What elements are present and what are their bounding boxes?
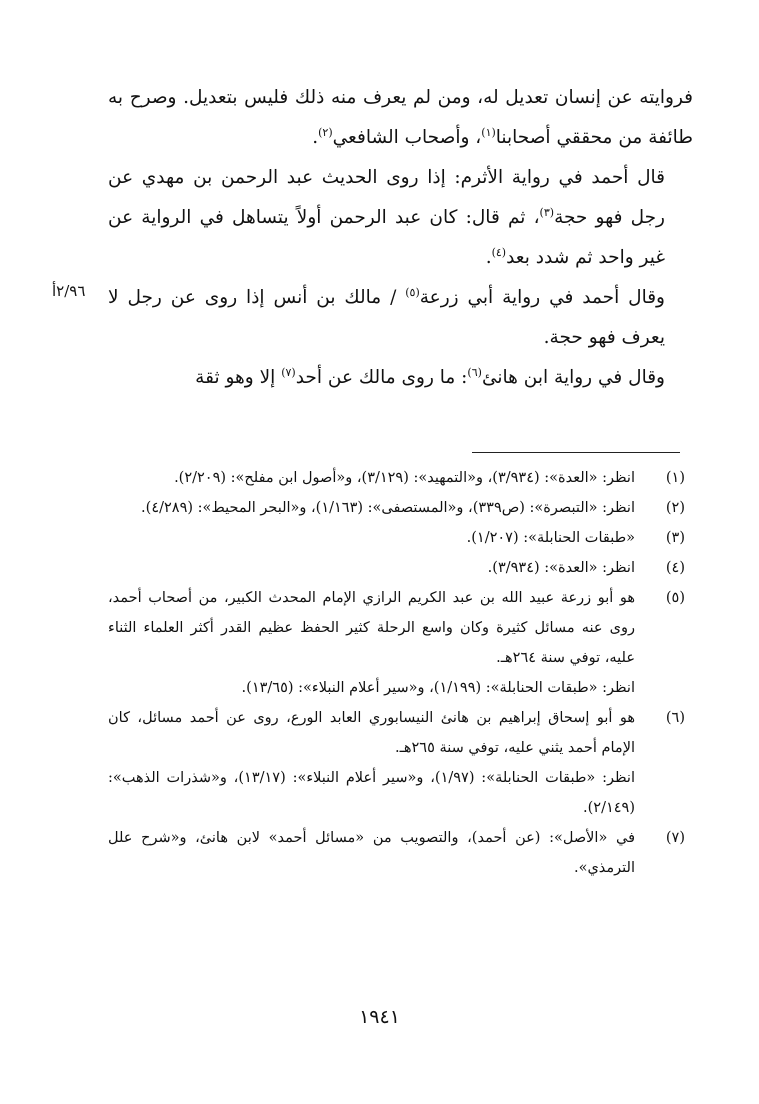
text-line: : ما روى مالك عن أحد xyxy=(295,367,468,388)
footnote-text: انظر: «التبصرة»: (ص٣٣٩)، و«المستصفى»: (١/١٦٣)، و«البحر المحيط»: (٤/٢٨٩). xyxy=(141,500,635,516)
footnote-text: هو أبو زرعة عبيد الله بن عبد الكريم الرازي الإمام المحدث الكبير، من أصحاب أحمد، روى عنه مسائل كثيرة وكان واسع الرحلة كثير الحفظ عظيم القدر أكثر العلماء الثناء عليه، توفي سنة ٢٦٤هـ. xyxy=(108,590,635,666)
footnote-number: (٢) xyxy=(665,500,685,516)
footnote-ref-6: (٦) xyxy=(467,365,482,379)
paragraph-1 xyxy=(108,78,693,158)
text-line: ، وأصحاب الشافعي xyxy=(332,127,482,148)
footnote-number: (٦) xyxy=(665,710,685,726)
paragraph-3 xyxy=(108,278,693,358)
footnote-1 xyxy=(108,463,685,493)
footnote-text: انظر: «طبقات الحنابلة»: (١/١٩٩)، و«سير أعلام النبلاء»: (١٣/٦٥). xyxy=(241,680,635,696)
footnote-7 xyxy=(108,823,685,883)
footnote-ref-3: (٣) xyxy=(539,205,555,219)
footnote-5 xyxy=(108,583,685,703)
footnote-number: (٤) xyxy=(665,560,685,576)
footnote-6 xyxy=(108,703,685,823)
paragraph-4 xyxy=(108,358,693,398)
footnote-3 xyxy=(108,523,685,553)
paragraph-2 xyxy=(108,158,693,278)
text-line: لا يعرف فهو حجة. xyxy=(108,287,665,348)
footnote-number: (١) xyxy=(665,470,685,486)
text-line: قال أحمد في رواية الأثرم: إذا روى الحديث عبد الرحمن بن مهدي عن xyxy=(108,167,665,188)
footnote-ref-1: (١) xyxy=(481,125,496,139)
text-line: به طائفة من محققي أصحابنا xyxy=(108,87,693,148)
footnote-text: في «الأصل»: (عن أحمد)، والتصويب من «مسائل أحمد» لابن هانئ، و«شرح علل الترمذي». xyxy=(108,830,635,876)
text-line: . xyxy=(485,247,492,268)
footnote-number: (٥) xyxy=(665,590,685,606)
footnote-ref-7: (٧) xyxy=(281,365,296,379)
text-line: رجل فهو حجة xyxy=(554,207,665,228)
footnote-number: (٧) xyxy=(665,830,685,846)
page-number: ١٩٤١ xyxy=(359,1006,400,1028)
footnote-ref-4: (٤) xyxy=(491,245,507,259)
main-text xyxy=(108,78,693,398)
footnote-text: «طبقات الحنابلة»: (١/٢٠٧). xyxy=(466,530,635,546)
footnote-divider xyxy=(472,452,680,453)
text-line: فروايته عن إنسان تعديل له، ومن لم يعرف منه ذلك فليس بتعديل. وصرح xyxy=(129,87,693,108)
text-line: . xyxy=(312,127,319,148)
footnote-text: انظر: «العدة»: (٣/٩٣٤)، و«التمهيد»: (٣/١٢٩)، و«أصول ابن مفلح»: (٢/٢٠٩). xyxy=(174,470,635,486)
text-line: ، ثم قال: كان عبد الرحمن أولاً يتساهل في الرواية عن xyxy=(108,207,540,228)
footnote-2 xyxy=(108,493,685,523)
footnote-ref-5: (٥) xyxy=(405,285,420,299)
footnote-text: انظر: «طبقات الحنابلة»: (١/٩٧)، و«سير أعلام النبلاء»: (١٣/١٧)، و«شذرات الذهب»: (٢/١٤٩). xyxy=(108,770,635,816)
footnotes xyxy=(108,463,685,883)
text-line: غير واحد ثم شدد بعد xyxy=(506,247,665,268)
text-line: إلا وهو ثقة xyxy=(195,367,282,388)
footnote-number: (٣) xyxy=(665,530,685,546)
manuscript-folio-note: ٢/٩٦أ xyxy=(52,282,86,300)
footnote-4 xyxy=(108,553,685,583)
text-line: / مالك بن أنس إذا روى عن رجل xyxy=(127,287,406,308)
footnote-ref-2: (٢) xyxy=(318,125,333,139)
footnote-text: انظر: «العدة»: (٣/٩٣٤). xyxy=(487,560,635,576)
text-line: وقال أحمد في رواية أبي زرعة xyxy=(419,287,665,308)
text-line: وقال في رواية ابن هانئ xyxy=(481,367,665,388)
footnote-text: هو أبو إسحاق إبراهيم بن هانئ النيسابوري العابد الورع، روى عن أحمد مسائل، كان الإمام أحمد يثني عليه، توفي سنة ٢٦٥هـ. xyxy=(108,710,635,756)
